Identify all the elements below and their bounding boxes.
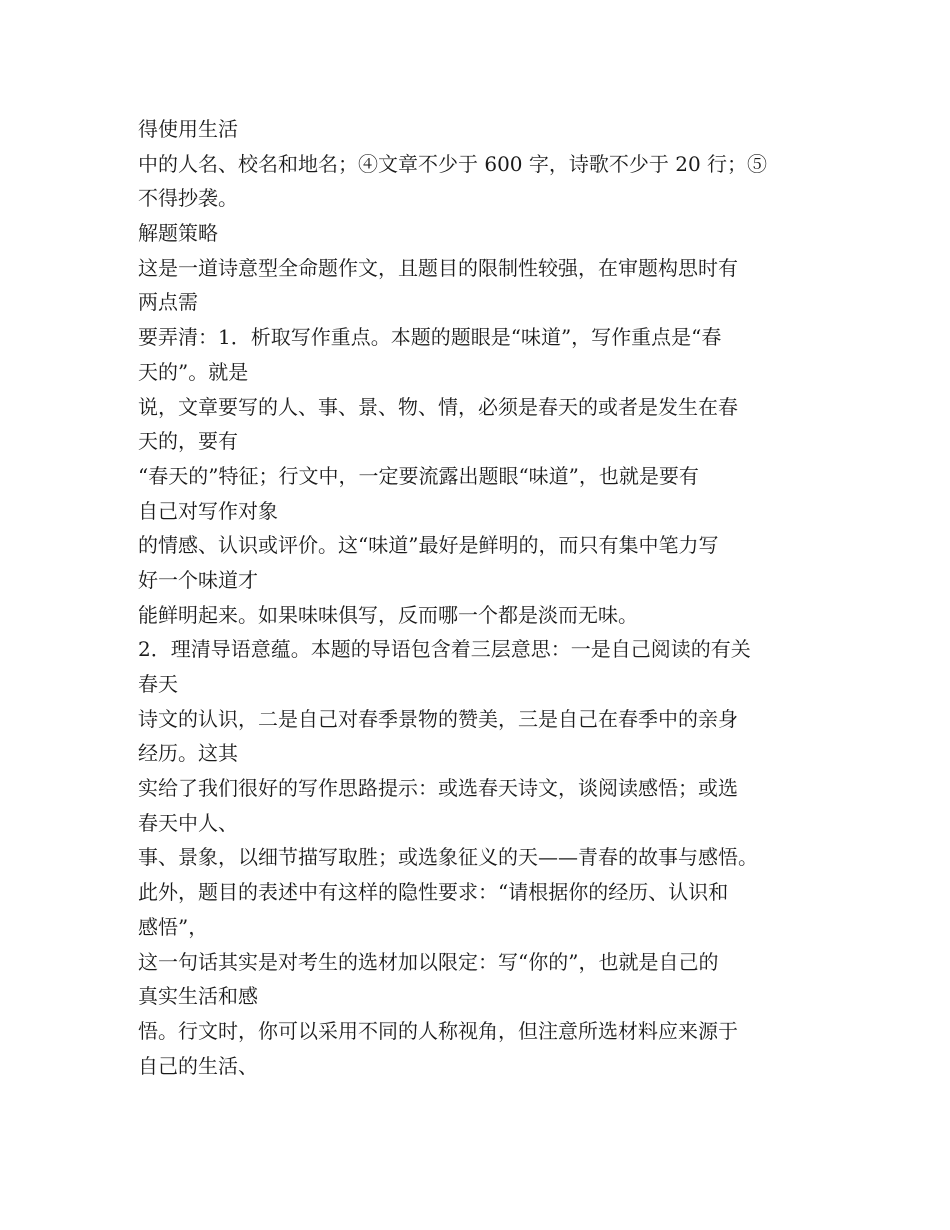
text-line-7: 要弄清：1．析取写作重点。本题的题眼是“味道”，写作重点是“春	[138, 325, 722, 350]
text-line-3: 不得抄袭。	[138, 186, 238, 211]
text-line-8: 天的”。就是	[138, 359, 249, 384]
text-line-25: 这一句话其实是对考生的选材加以限定：写“你的”，也就是自己的	[138, 949, 719, 974]
text-line-1: 得使用生活	[138, 117, 238, 141]
body-text	[138, 112, 818, 1083]
text-line-23: 此外，题目的表述中有这样的隐性要求：“请根据你的经历、认识和	[138, 880, 729, 905]
text-line-18: 诗文的认识，二是自己对春季景物的赞美，三是自己在春季中的亲身	[138, 706, 738, 731]
text-line-13: 的情感、认识或评价。这“味道”最好是鲜明的，而只有集中笔力写	[138, 533, 719, 558]
section-heading: 解题策略	[138, 221, 218, 246]
text-line-21: 春天中人、	[138, 810, 238, 835]
text-line-19: 经历。这其	[138, 741, 238, 766]
text-line-17: 春天	[138, 672, 178, 696]
text-line-2: 中的人名、校名和地名；④文章不少于 600 字，诗歌不少于 20 行；⑤	[138, 151, 768, 176]
text-line-10: 天的，要有	[138, 429, 238, 454]
text-line-6: 两点需	[138, 290, 198, 315]
text-line-28: 自己的生活、	[138, 1053, 258, 1078]
text-line-20: 实给了我们很好的写作思路提示：或选春天诗文，谈阅读感悟；或选	[138, 776, 738, 801]
text-line-11: “春天的”特征；行文中，一定要流露出题眼“味道”，也就是要有	[138, 463, 699, 488]
text-line-15: 能鲜明起来。如果味味俱写，反而哪一个都是淡而无味。	[138, 602, 638, 627]
text-line-26: 真实生活和感	[138, 984, 258, 1009]
text-line-12: 自己对写作对象	[138, 498, 278, 523]
text-line-22: 事、景象，以细节描写取胜；或选象征义的天——青春的故事与感悟。	[138, 845, 758, 870]
text-line-24: 感悟”，	[138, 914, 209, 939]
text-line-16: 2．理清导语意蕴。本题的导语包含着三层意思：一是自己阅读的有关	[138, 637, 751, 662]
text-line-27: 悟。行文时，你可以采用不同的人称视角，但注意所选材料应来源于	[138, 1018, 738, 1043]
text-line-14: 好一个味道才	[138, 567, 258, 592]
text-line-5: 这是一道诗意型全命题作文，且题目的限制性较强，在审题构思时有	[138, 255, 738, 280]
text-line-9: 说，文章要写的人、事、景、物、情，必须是春天的或者是发生在春	[138, 394, 738, 419]
